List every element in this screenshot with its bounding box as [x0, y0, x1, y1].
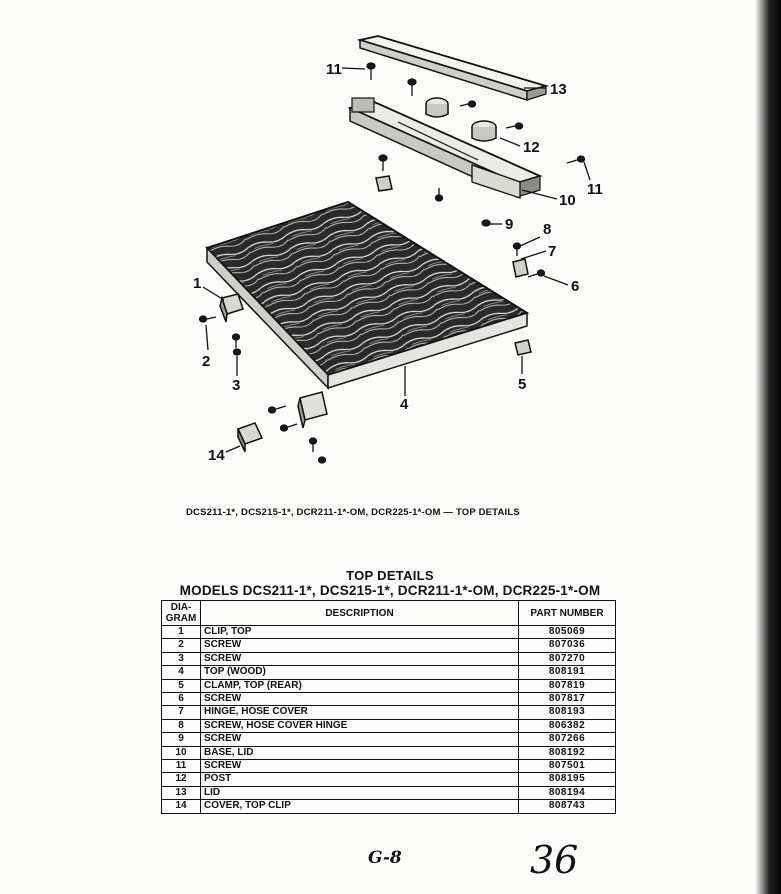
row-description: SCREW [201, 760, 519, 773]
parts-table [161, 600, 616, 814]
row-description: CLAMP, TOP (REAR) [201, 679, 519, 692]
table-row [162, 786, 616, 799]
page-code-handwriting: G-8 [368, 848, 402, 868]
callout-11-top: 11 [326, 61, 342, 78]
header-description: DESCRIPTION [201, 601, 519, 626]
table-row [162, 693, 616, 706]
page-number-handwriting: 36 [530, 838, 579, 882]
callout-5: 5 [518, 376, 527, 393]
row-number: 4 [162, 666, 201, 679]
row-description: SCREW [201, 693, 519, 706]
header-diagram: DIA-GRAM [162, 601, 201, 626]
row-part-number: 807036 [519, 639, 616, 652]
table-title: TOP DETAILS [346, 568, 434, 583]
table-row [162, 800, 616, 813]
row-description: COVER, TOP CLIP [201, 800, 519, 813]
callout-3: 3 [232, 377, 241, 394]
row-number: 9 [162, 733, 201, 746]
callout-6: 6 [571, 278, 580, 295]
table-row [162, 626, 616, 639]
row-description: TOP (WOOD) [201, 666, 519, 679]
row-part-number: 807501 [519, 760, 616, 773]
table-row [162, 666, 616, 679]
row-number: 8 [162, 719, 201, 732]
callout-2: 2 [202, 353, 211, 370]
table-row [162, 679, 616, 692]
table-header-row [162, 601, 616, 626]
row-part-number: 806382 [519, 719, 616, 732]
row-part-number: 808194 [519, 786, 616, 799]
row-part-number: 808743 [519, 800, 616, 813]
row-number: 5 [162, 679, 201, 692]
row-description: HINGE, HOSE COVER [201, 706, 519, 719]
row-description: SCREW, HOSE COVER HINGE [201, 719, 519, 732]
callout-1: 1 [193, 275, 202, 292]
lid-part [360, 36, 546, 100]
callout-7: 7 [548, 243, 557, 260]
callout-4: 4 [400, 396, 409, 413]
row-part-number: 807266 [519, 733, 616, 746]
row-part-number: 807817 [519, 693, 616, 706]
row-part-number: 807819 [519, 679, 616, 692]
row-part-number: 808192 [519, 746, 616, 759]
table-models: MODELS DCS211-1*, DCS215-1*, DCR211-1*-OM, DCR225-1*-OM [179, 583, 601, 598]
row-part-number: 808195 [519, 773, 616, 786]
callout-14: 14 [208, 447, 225, 464]
callout-10: 10 [559, 192, 576, 209]
row-description: BASE, LID [201, 746, 519, 759]
diagram-caption: DCS211-1*, DCS215-1*, DCR211-1*-OM, DCR225-1*-OM — TOP DETAILS [186, 507, 520, 518]
table-row [162, 719, 616, 732]
callout-12: 12 [523, 139, 540, 156]
row-number: 7 [162, 706, 201, 719]
row-part-number: 805069 [519, 626, 616, 639]
row-number: 6 [162, 693, 201, 706]
table-row [162, 652, 616, 665]
header-part-number: PART NUMBER [519, 601, 616, 626]
row-description: POST [201, 773, 519, 786]
table-row [162, 773, 616, 786]
table-row [162, 760, 616, 773]
table-row [162, 733, 616, 746]
row-description: SCREW [201, 733, 519, 746]
row-number: 13 [162, 786, 201, 799]
table-row [162, 639, 616, 652]
row-description: LID [201, 786, 519, 799]
callout-11-right: 11 [587, 181, 603, 198]
callout-13: 13 [550, 81, 567, 98]
row-number: 10 [162, 746, 201, 759]
table-body [162, 626, 616, 814]
table-row [162, 706, 616, 719]
wood-top-part [207, 202, 527, 388]
row-number: 2 [162, 639, 201, 652]
row-number: 1 [162, 626, 201, 639]
callout-9: 9 [505, 216, 514, 233]
row-description: SCREW [201, 639, 519, 652]
row-description: SCREW [201, 652, 519, 665]
callout-8: 8 [543, 221, 552, 238]
row-part-number: 808191 [519, 666, 616, 679]
row-number: 3 [162, 652, 201, 665]
row-part-number: 808193 [519, 706, 616, 719]
row-number: 12 [162, 773, 201, 786]
table-row [162, 746, 616, 759]
row-part-number: 807270 [519, 652, 616, 665]
row-number: 11 [162, 760, 201, 773]
row-number: 14 [162, 800, 201, 813]
row-description: CLIP, TOP [201, 626, 519, 639]
